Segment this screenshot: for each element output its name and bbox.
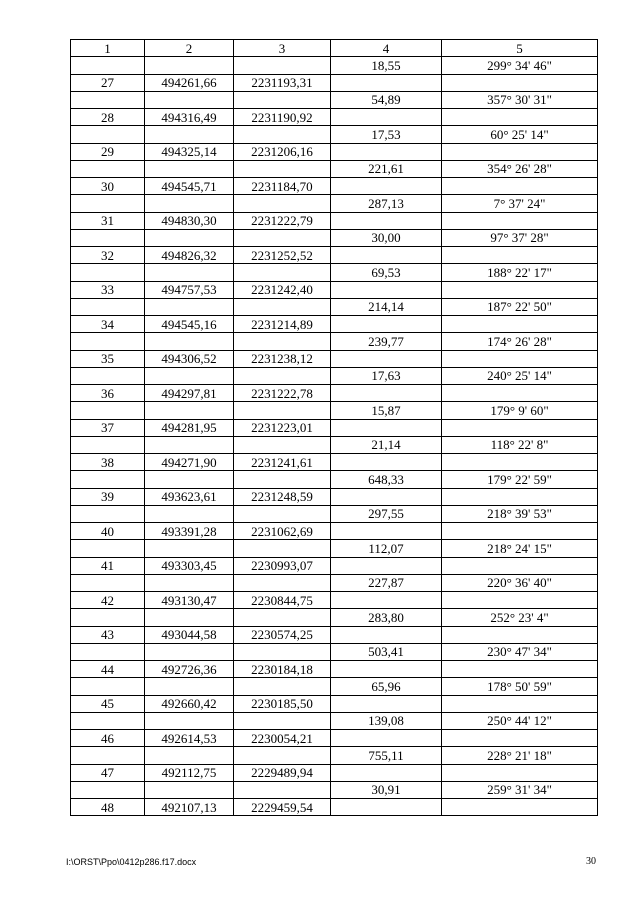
table-cell-col-1: 40 (71, 523, 145, 540)
table-cell-col-2: 493623,61 (145, 488, 234, 505)
table-cell-col-3: 2231214,89 (234, 316, 331, 333)
table-cell-col-4: 30,00 (331, 229, 442, 246)
table-cell-col-1 (71, 540, 145, 557)
table-row (71, 333, 598, 350)
table-cell-col-5: 357° 30' 31" (442, 91, 598, 108)
table-cell-col-2 (145, 195, 234, 212)
table-cell-col-4 (331, 385, 442, 402)
table-cell-col-4: 17,53 (331, 126, 442, 143)
table-cell-col-1 (71, 264, 145, 281)
table-body (71, 57, 598, 816)
table-cell-col-3: 2231238,12 (234, 350, 331, 367)
table-cell-col-4 (331, 316, 442, 333)
table-cell-col-2: 494297,81 (145, 385, 234, 402)
table-cell-col-2 (145, 229, 234, 246)
table-cell-col-3 (234, 781, 331, 798)
table-cell-col-5 (442, 695, 598, 712)
table-cell-col-4: 15,87 (331, 402, 442, 419)
table-cell-col-2: 494757,53 (145, 281, 234, 298)
table-cell-col-2 (145, 678, 234, 695)
table-cell-col-3 (234, 712, 331, 729)
table-cell-col-4 (331, 764, 442, 781)
table-cell-col-2 (145, 712, 234, 729)
column-header-4: 4 (331, 40, 442, 57)
table-cell-col-2 (145, 609, 234, 626)
table-cell-col-2: 493044,58 (145, 626, 234, 643)
table-cell-col-3 (234, 195, 331, 212)
table-cell-col-3: 2231190,92 (234, 109, 331, 126)
table-cell-col-2: 494545,71 (145, 178, 234, 195)
table-cell-col-1 (71, 781, 145, 798)
table-row (71, 247, 598, 264)
table-cell-col-1 (71, 574, 145, 591)
table-cell-col-1 (71, 160, 145, 177)
table-cell-col-1: 48 (71, 799, 145, 816)
table-cell-col-1: 43 (71, 626, 145, 643)
table-cell-col-1: 34 (71, 316, 145, 333)
table-row (71, 712, 598, 729)
table-cell-col-3 (234, 471, 331, 488)
table-cell-col-5: 218° 39' 53" (442, 505, 598, 522)
table-cell-col-4: 239,77 (331, 333, 442, 350)
table-cell-col-1 (71, 298, 145, 315)
table-cell-col-4: 21,14 (331, 436, 442, 453)
table-cell-col-1 (71, 402, 145, 419)
table-cell-col-5: 220° 36' 40" (442, 574, 598, 591)
table-cell-col-3 (234, 333, 331, 350)
table-cell-col-3 (234, 505, 331, 522)
table-cell-col-2 (145, 333, 234, 350)
coordinates-table (70, 39, 598, 816)
table-cell-col-3 (234, 540, 331, 557)
table-cell-col-4: 17,63 (331, 367, 442, 384)
table-cell-col-2 (145, 367, 234, 384)
table-cell-col-2: 492107,13 (145, 799, 234, 816)
table-row (71, 212, 598, 229)
table-cell-col-1: 38 (71, 454, 145, 471)
table-cell-col-1 (71, 229, 145, 246)
table-cell-col-2: 494826,32 (145, 247, 234, 264)
table-row (71, 626, 598, 643)
table-cell-col-3 (234, 609, 331, 626)
table-cell-col-4 (331, 178, 442, 195)
table-row (71, 74, 598, 91)
table-cell-col-3 (234, 643, 331, 660)
table-cell-col-5 (442, 730, 598, 747)
table-row (71, 730, 598, 747)
table-cell-col-4 (331, 661, 442, 678)
table-row (71, 695, 598, 712)
table-cell-col-5 (442, 764, 598, 781)
table-cell-col-3 (234, 264, 331, 281)
table-cell-col-1: 31 (71, 212, 145, 229)
column-header-3: 3 (234, 40, 331, 57)
table-cell-col-5 (442, 592, 598, 609)
table-cell-col-4 (331, 488, 442, 505)
table-cell-col-5 (442, 247, 598, 264)
table-cell-col-3: 2231248,59 (234, 488, 331, 505)
table-cell-col-3: 2231223,01 (234, 419, 331, 436)
table-cell-col-5 (442, 212, 598, 229)
table-cell-col-1: 39 (71, 488, 145, 505)
table-cell-col-3: 2231222,78 (234, 385, 331, 402)
table-cell-col-2: 492614,53 (145, 730, 234, 747)
table-cell-col-1 (71, 126, 145, 143)
table-cell-col-5 (442, 419, 598, 436)
table-cell-col-4: 221,61 (331, 160, 442, 177)
table-cell-col-3: 2231206,16 (234, 143, 331, 160)
table-row (71, 661, 598, 678)
table-cell-col-3: 2230054,21 (234, 730, 331, 747)
table-cell-col-1 (71, 609, 145, 626)
table-cell-col-1: 29 (71, 143, 145, 160)
table-cell-col-4: 112,07 (331, 540, 442, 557)
column-header-2: 2 (145, 40, 234, 57)
table-cell-col-2 (145, 160, 234, 177)
table-row (71, 505, 598, 522)
table-cell-col-1: 33 (71, 281, 145, 298)
table-row (71, 57, 598, 74)
table-cell-col-5: 218° 24' 15" (442, 540, 598, 557)
table-cell-col-1 (71, 712, 145, 729)
table-cell-col-5: 7° 37' 24" (442, 195, 598, 212)
table-row (71, 229, 598, 246)
table-cell-col-1 (71, 57, 145, 74)
table-cell-col-4 (331, 212, 442, 229)
table-cell-col-3: 2230184,18 (234, 661, 331, 678)
table-cell-col-2 (145, 402, 234, 419)
table-cell-col-5: 97° 37' 28" (442, 229, 598, 246)
table-cell-col-5: 187° 22' 50" (442, 298, 598, 315)
table-cell-col-5: 230° 47' 34" (442, 643, 598, 660)
table-row (71, 488, 598, 505)
table-cell-col-4 (331, 281, 442, 298)
table-row (71, 109, 598, 126)
table-cell-col-3: 2231193,31 (234, 74, 331, 91)
table-cell-col-4: 287,13 (331, 195, 442, 212)
table-cell-col-1 (71, 747, 145, 764)
table-cell-col-1 (71, 471, 145, 488)
table-cell-col-3 (234, 436, 331, 453)
table-cell-col-4: 139,08 (331, 712, 442, 729)
table-cell-col-4 (331, 799, 442, 816)
table-row (71, 178, 598, 195)
table-cell-col-5: 228° 21' 18" (442, 747, 598, 764)
table-cell-col-4: 283,80 (331, 609, 442, 626)
table-row (71, 799, 598, 816)
table-cell-col-2: 493303,45 (145, 557, 234, 574)
table-cell-col-2 (145, 57, 234, 74)
table-row (71, 523, 598, 540)
table-cell-col-4: 69,53 (331, 264, 442, 281)
table-cell-col-2 (145, 574, 234, 591)
table-cell-col-2: 494545,16 (145, 316, 234, 333)
table-cell-col-1: 46 (71, 730, 145, 747)
table-cell-col-4 (331, 454, 442, 471)
table-cell-col-1: 30 (71, 178, 145, 195)
table-cell-col-2: 492112,75 (145, 764, 234, 781)
table-cell-col-1 (71, 91, 145, 108)
table-cell-col-5: 179° 22' 59" (442, 471, 598, 488)
table-cell-col-1 (71, 505, 145, 522)
table-cell-col-3: 2231241,61 (234, 454, 331, 471)
table-cell-col-4 (331, 247, 442, 264)
table-cell-col-1 (71, 195, 145, 212)
table-row (71, 454, 598, 471)
table-cell-col-1: 42 (71, 592, 145, 609)
table-cell-col-5 (442, 143, 598, 160)
table-row (71, 574, 598, 591)
table-cell-col-2 (145, 643, 234, 660)
table-cell-col-4: 755,11 (331, 747, 442, 764)
table-cell-col-5: 179° 9' 60" (442, 402, 598, 419)
table-cell-col-4 (331, 523, 442, 540)
table-cell-col-4 (331, 730, 442, 747)
table-cell-col-2: 494316,49 (145, 109, 234, 126)
table-cell-col-3: 2230993,07 (234, 557, 331, 574)
table-cell-col-5: 354° 26' 28" (442, 160, 598, 177)
table-cell-col-5 (442, 523, 598, 540)
table-cell-col-2 (145, 436, 234, 453)
table-row (71, 436, 598, 453)
table-cell-col-5 (442, 350, 598, 367)
table-cell-col-3 (234, 298, 331, 315)
table-cell-col-1: 35 (71, 350, 145, 367)
table-cell-col-4: 65,96 (331, 678, 442, 695)
table-row (71, 540, 598, 557)
table-cell-col-1 (71, 333, 145, 350)
table-row (71, 402, 598, 419)
table-cell-col-3: 2229489,94 (234, 764, 331, 781)
table-cell-col-3 (234, 160, 331, 177)
table-cell-col-2 (145, 747, 234, 764)
table-cell-col-4: 227,87 (331, 574, 442, 591)
table-cell-col-1: 41 (71, 557, 145, 574)
table-cell-col-2: 492726,36 (145, 661, 234, 678)
table-row (71, 298, 598, 315)
table-cell-col-5 (442, 281, 598, 298)
table-cell-col-3 (234, 229, 331, 246)
table-cell-col-2 (145, 298, 234, 315)
table-cell-col-4 (331, 695, 442, 712)
table-cell-col-5 (442, 178, 598, 195)
table-cell-col-4: 214,14 (331, 298, 442, 315)
table-row (71, 781, 598, 798)
table-row (71, 91, 598, 108)
table-row (71, 160, 598, 177)
table-cell-col-5: 252° 23' 4" (442, 609, 598, 626)
table-cell-col-3: 2230185,50 (234, 695, 331, 712)
table-cell-col-3: 2231222,79 (234, 212, 331, 229)
table-cell-col-1: 47 (71, 764, 145, 781)
table-cell-col-4 (331, 74, 442, 91)
table-cell-col-3 (234, 402, 331, 419)
table-cell-col-5: 178° 50' 59" (442, 678, 598, 695)
table-cell-col-3: 2230844,75 (234, 592, 331, 609)
table-cell-col-5 (442, 626, 598, 643)
table-row (71, 367, 598, 384)
table-cell-col-5 (442, 799, 598, 816)
table-row (71, 557, 598, 574)
table-cell-col-4: 648,33 (331, 471, 442, 488)
table-cell-col-5 (442, 557, 598, 574)
table-cell-col-2: 494306,52 (145, 350, 234, 367)
table-row (71, 419, 598, 436)
table-cell-col-4 (331, 557, 442, 574)
table-row (71, 281, 598, 298)
table-row (71, 592, 598, 609)
table-cell-col-1: 37 (71, 419, 145, 436)
table-cell-col-2: 493391,28 (145, 523, 234, 540)
table-cell-col-5: 174° 26' 28" (442, 333, 598, 350)
table-cell-col-3 (234, 678, 331, 695)
table-cell-col-1: 28 (71, 109, 145, 126)
table-cell-col-2: 493130,47 (145, 592, 234, 609)
table-row (71, 143, 598, 160)
table-cell-col-1: 32 (71, 247, 145, 264)
table-cell-col-4: 503,41 (331, 643, 442, 660)
table-cell-col-3: 2231242,40 (234, 281, 331, 298)
table-cell-col-4 (331, 626, 442, 643)
table-cell-col-1: 45 (71, 695, 145, 712)
page-number: 30 (586, 856, 596, 867)
table-cell-col-1 (71, 678, 145, 695)
table-row (71, 264, 598, 281)
column-header-5: 5 (442, 40, 598, 57)
table-row (71, 747, 598, 764)
table-cell-col-5 (442, 74, 598, 91)
table-cell-col-3 (234, 747, 331, 764)
table-cell-col-2 (145, 91, 234, 108)
table-cell-col-3: 2229459,54 (234, 799, 331, 816)
table-cell-col-5 (442, 488, 598, 505)
table-cell-col-2: 494261,66 (145, 74, 234, 91)
table-cell-col-2 (145, 471, 234, 488)
table-cell-col-2: 494271,90 (145, 454, 234, 471)
table-cell-col-1: 44 (71, 661, 145, 678)
table-row (71, 471, 598, 488)
table-cell-col-4: 30,91 (331, 781, 442, 798)
table-cell-col-4 (331, 592, 442, 609)
table-cell-col-4: 54,89 (331, 91, 442, 108)
table-row (71, 385, 598, 402)
table-cell-col-4 (331, 419, 442, 436)
table-cell-col-3 (234, 367, 331, 384)
table-cell-col-2 (145, 264, 234, 281)
table-row (71, 195, 598, 212)
table-cell-col-5: 188° 22' 17" (442, 264, 598, 281)
table-cell-col-4 (331, 143, 442, 160)
table-cell-col-4: 18,55 (331, 57, 442, 74)
table-cell-col-5 (442, 454, 598, 471)
table-row (71, 678, 598, 695)
table-header-row (71, 40, 598, 57)
table-cell-col-5: 60° 25' 14" (442, 126, 598, 143)
table-cell-col-3: 2231184,70 (234, 178, 331, 195)
table-cell-col-5: 299° 34' 46" (442, 57, 598, 74)
table-cell-col-3 (234, 574, 331, 591)
table-cell-col-2: 494325,14 (145, 143, 234, 160)
table-cell-col-2 (145, 781, 234, 798)
table-cell-col-1 (71, 436, 145, 453)
table-cell-col-4 (331, 350, 442, 367)
column-header-1: 1 (71, 40, 145, 57)
table-cell-col-3: 2231252,52 (234, 247, 331, 264)
table-cell-col-2 (145, 505, 234, 522)
table-cell-col-5 (442, 385, 598, 402)
table-cell-col-1 (71, 367, 145, 384)
table-row (71, 609, 598, 626)
table-cell-col-1: 36 (71, 385, 145, 402)
table-cell-col-4 (331, 109, 442, 126)
table-cell-col-4: 297,55 (331, 505, 442, 522)
table-cell-col-3 (234, 91, 331, 108)
table-cell-col-2: 494830,30 (145, 212, 234, 229)
table-row (71, 643, 598, 660)
table-cell-col-2 (145, 126, 234, 143)
table-cell-col-5 (442, 109, 598, 126)
table-row (71, 350, 598, 367)
table-cell-col-2: 494281,95 (145, 419, 234, 436)
table-cell-col-3 (234, 126, 331, 143)
footer-file-path: I:\ORST\Ppo\0412p286.f17.docx (66, 857, 197, 867)
table-cell-col-3 (234, 57, 331, 74)
table-cell-col-5 (442, 316, 598, 333)
table-cell-col-2: 492660,42 (145, 695, 234, 712)
table-row (71, 126, 598, 143)
table-cell-col-5: 240° 25' 14" (442, 367, 598, 384)
table-cell-col-5 (442, 661, 598, 678)
table-row (71, 316, 598, 333)
table-cell-col-3: 2230574,25 (234, 626, 331, 643)
table-row (71, 764, 598, 781)
table-cell-col-1: 27 (71, 74, 145, 91)
table-cell-col-5: 118° 22' 8" (442, 436, 598, 453)
table-cell-col-2 (145, 540, 234, 557)
table-cell-col-5: 250° 44' 12" (442, 712, 598, 729)
table-cell-col-5: 259° 31' 34" (442, 781, 598, 798)
table-cell-col-1 (71, 643, 145, 660)
table-cell-col-3: 2231062,69 (234, 523, 331, 540)
